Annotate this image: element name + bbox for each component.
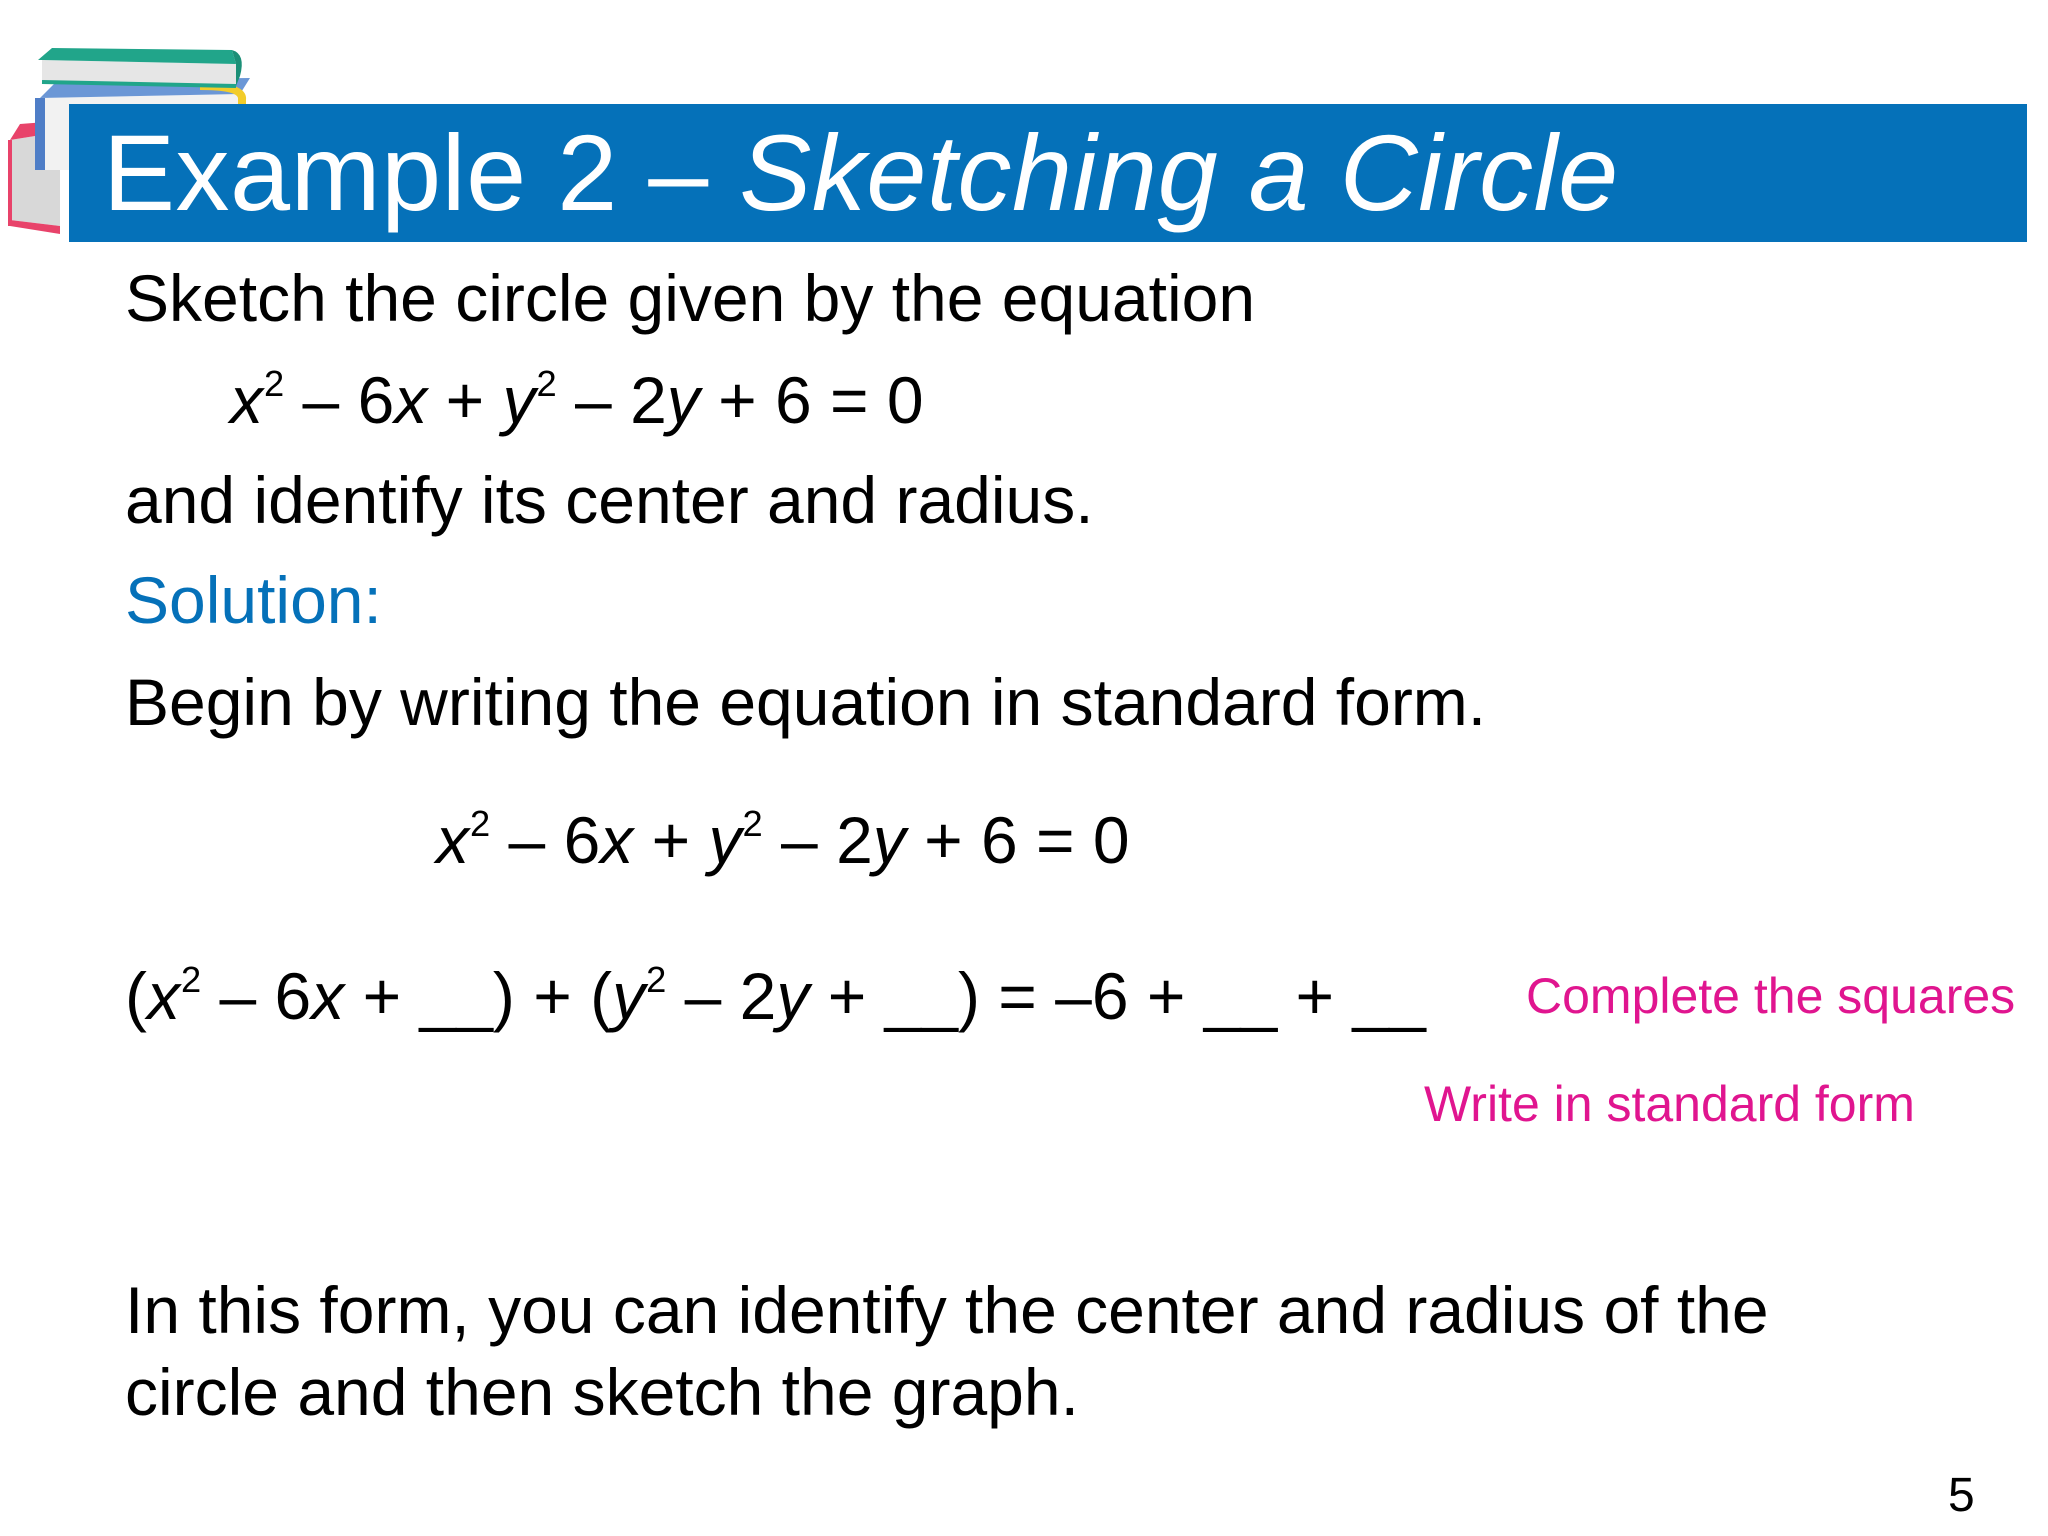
- equation-1: [230, 360, 924, 440]
- eq1-exp2: 2: [536, 362, 557, 404]
- intro-line-2: and identify its center and radius.: [125, 463, 1094, 537]
- eq1-y: y: [502, 363, 536, 437]
- eq3-x: x: [146, 959, 180, 1033]
- eq2-part3: + 6 = 0: [905, 803, 1130, 877]
- equation-3: [125, 956, 1426, 1036]
- eq1-part3: + 6 = 0: [699, 363, 924, 437]
- title-italic: Sketching a Circle: [739, 112, 1619, 233]
- eq3-exp: 2: [180, 958, 202, 1000]
- eq2-x: x: [436, 803, 469, 877]
- eq3-open: (: [125, 959, 147, 1033]
- eq2-plus: +: [633, 803, 709, 877]
- slide-title: [103, 104, 1619, 242]
- eq2-y: y: [708, 803, 742, 877]
- eq2-y2: y: [872, 803, 906, 877]
- eq3-exp2: 2: [646, 958, 667, 1000]
- note-standard-form: Write in standard form: [1424, 1076, 1915, 1132]
- eq1-part1: – 6: [284, 363, 395, 437]
- eq3-part2: + __) + (: [344, 959, 613, 1033]
- eq3-x2: x: [311, 959, 345, 1033]
- eq1-part2: – 2: [556, 363, 667, 437]
- eq3-y: y: [612, 959, 646, 1033]
- eq2-exp: 2: [470, 802, 491, 844]
- eq2-part2: – 2: [762, 803, 873, 877]
- eq3-part3: – 2: [666, 959, 777, 1033]
- closing-line-1: In this form, you can identify the center and radius of the: [125, 1273, 1769, 1347]
- closing-line-2: circle and then sketch the graph.: [125, 1355, 1079, 1429]
- eq2-exp2: 2: [742, 802, 763, 844]
- eq3-part4: + __) = –6 + __ + __: [809, 959, 1426, 1033]
- eq3-part1: – 6: [201, 959, 312, 1033]
- eq1-x2: x: [394, 363, 428, 437]
- equation-2: [436, 800, 1130, 880]
- eq1-plus: +: [427, 363, 503, 437]
- eq1-exp: 2: [264, 362, 285, 404]
- page-number: 5: [1948, 1469, 1975, 1522]
- begin-text: Begin by writing the equation in standard form.: [125, 665, 1487, 739]
- solution-label: Solution:: [125, 563, 382, 637]
- eq2-x2: x: [600, 803, 634, 877]
- title-bar: [69, 104, 2027, 242]
- note-complete-squares: Complete the squares: [1526, 968, 2016, 1024]
- title-plain: Example 2 –: [103, 112, 740, 233]
- eq1-x: x: [230, 363, 263, 437]
- intro-line-1: Sketch the circle given by the equation: [125, 261, 1256, 335]
- eq3-y2: y: [776, 959, 810, 1033]
- eq1-y2: y: [666, 363, 700, 437]
- eq2-part1: – 6: [490, 803, 601, 877]
